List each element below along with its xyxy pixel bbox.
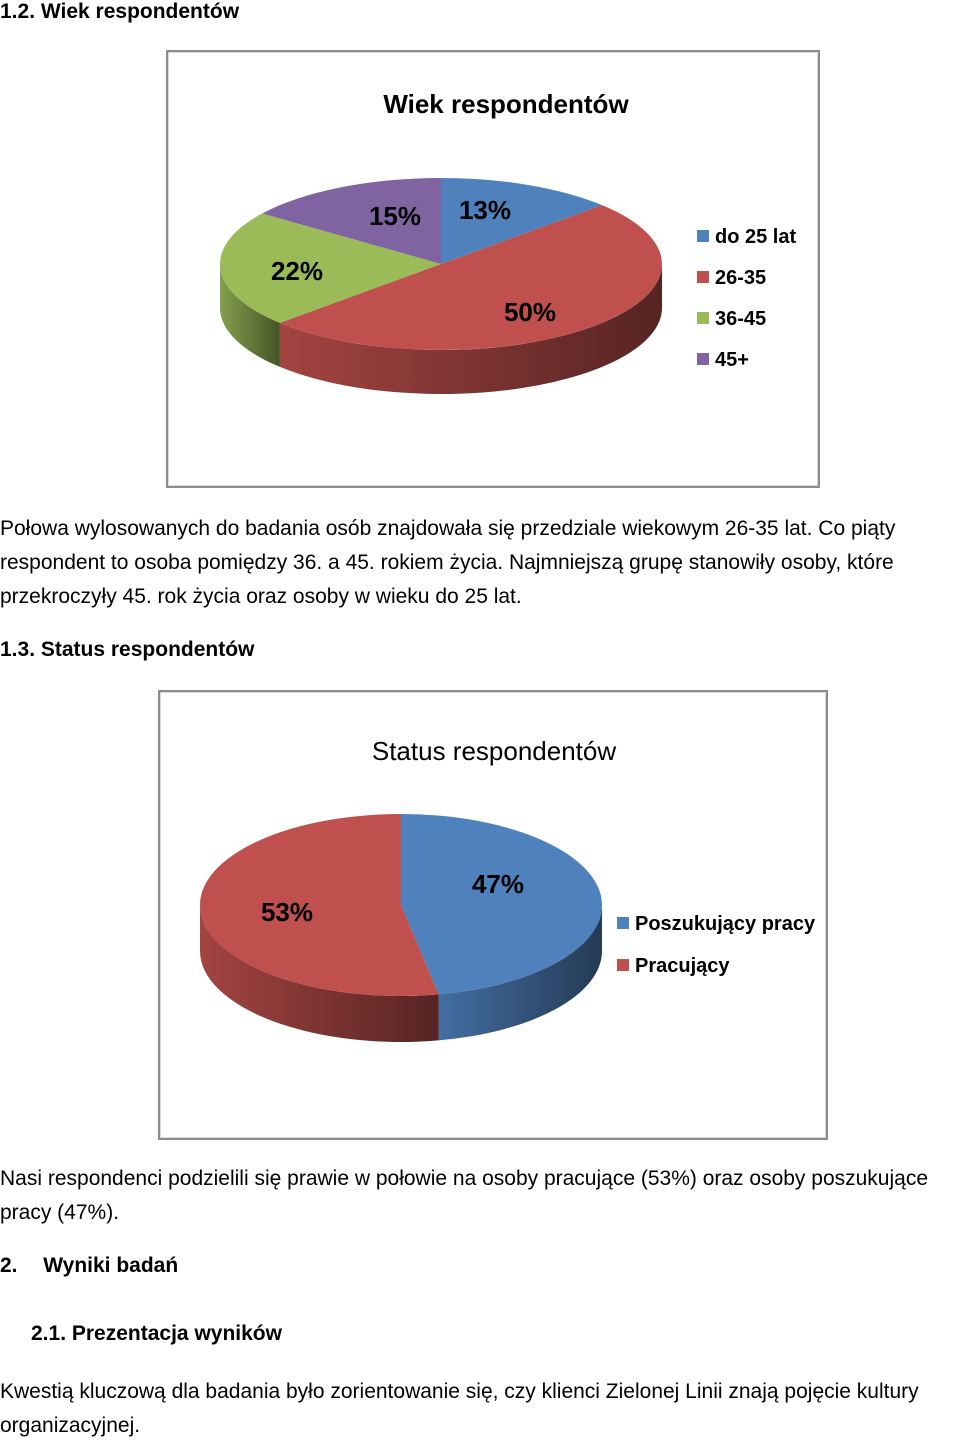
final-paragraph: Kwestią kluczową dla badania było zorientowanie się, czy klienci Zielonej Linii znają pojęcie kultury organizacyjnej. xyxy=(0,1380,919,1437)
legend-label: 36-45 xyxy=(715,308,767,330)
age-paragraph: Połowa wylosowanych do badania osób znajdowała się przedziale wiekowym 26-35 lat. Co piąty respondent to osoba pomiędzy 36. a 45. rokiem życia. Najmniejszą grupę stanowiły osoby, które przekroczyły 45. rok życia oraz osoby w wieku do 25 lat. xyxy=(0,517,896,608)
status-section-heading xyxy=(0,638,254,662)
data-label: 47% xyxy=(471,869,525,899)
status-paragraph: Nasi respondenci podzielili się prawie w połowie na osoby pracujące (53%) oraz osoby poszukujące pracy (47%). xyxy=(0,1167,928,1224)
legend-swatch xyxy=(617,959,629,971)
chart-title: Status respondentów xyxy=(371,736,617,766)
legend-label: Poszukujący pracy xyxy=(635,913,816,935)
data-label: 15% xyxy=(368,201,422,231)
age-section-heading xyxy=(0,0,239,24)
age-section-number: 1.2. xyxy=(0,0,36,23)
age-pie-chart xyxy=(166,50,820,488)
data-label: 50% xyxy=(503,297,557,327)
legend-swatch xyxy=(617,917,629,929)
age-section-title: Wiek respondentów xyxy=(40,0,240,23)
legend-swatch xyxy=(697,312,709,324)
data-label: 22% xyxy=(270,256,324,286)
presentation-number: 2.1. xyxy=(31,1322,67,1345)
presentation-title: Prezentacja wyników xyxy=(71,1322,282,1345)
legend-label: 26-35 xyxy=(715,267,767,289)
results-number: 2. xyxy=(0,1254,18,1277)
status-pie-chart xyxy=(158,690,828,1140)
data-label: 53% xyxy=(260,897,314,927)
results-heading xyxy=(0,1254,178,1278)
legend-swatch xyxy=(697,271,709,283)
legend-label: 45+ xyxy=(715,349,749,371)
status-section-title: Status respondentów xyxy=(40,638,255,661)
status-section-number: 1.3. xyxy=(0,638,36,661)
legend-swatch xyxy=(697,230,709,242)
results-title: Wyniki badań xyxy=(43,1254,179,1277)
presentation-heading xyxy=(31,1322,282,1346)
legend-label: Pracujący xyxy=(635,955,730,977)
legend-label: do 25 lat xyxy=(715,226,797,248)
legend-swatch xyxy=(697,353,709,365)
chart-title: Wiek respondentów xyxy=(383,89,629,119)
data-label: 13% xyxy=(458,195,512,225)
